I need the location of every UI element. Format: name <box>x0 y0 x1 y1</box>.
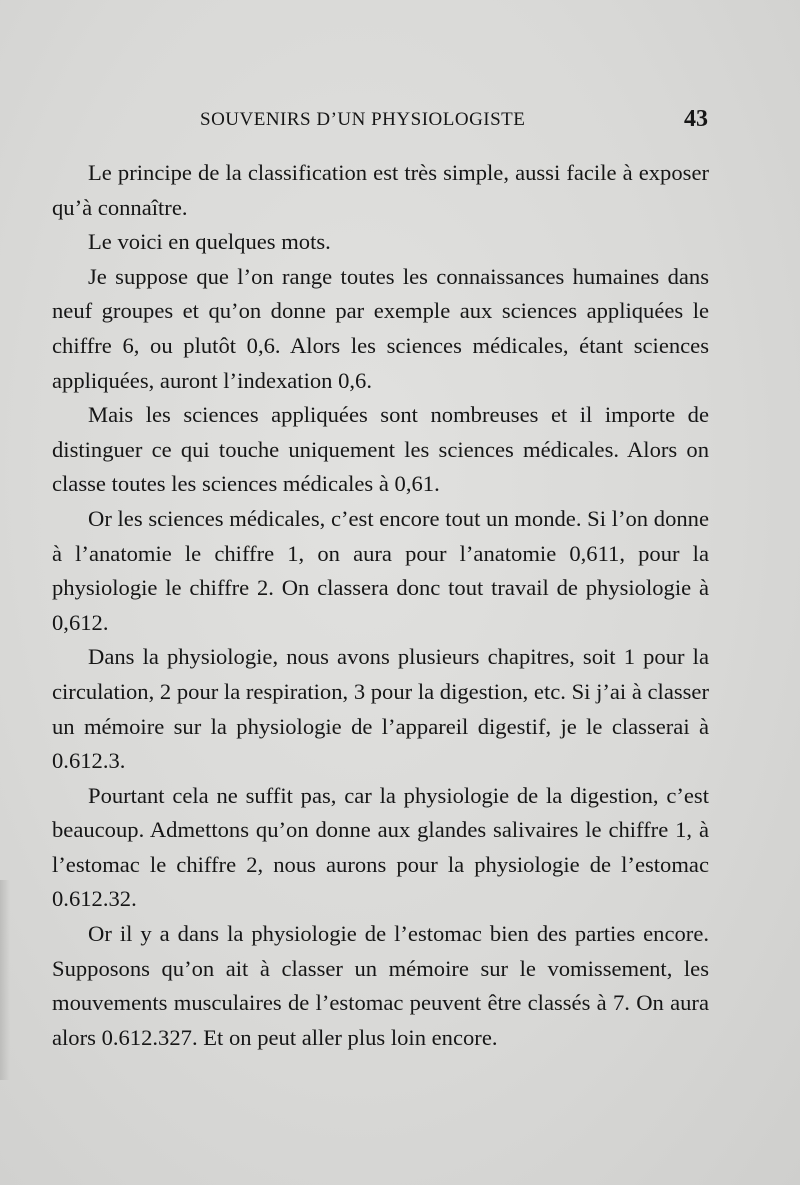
paragraph-stomach: Or il y a dans la physiologie de l’estomac bien des parties encore. Supposons qu’on ait à classer un mémoire sur le vomissement, les mouvements musculaires de l’estomac peuvent être classés à 7. On aura alors 0.612.327. Et on peut aller plus loin encore. <box>52 921 709 1050</box>
running-head-title: SOUVENIRS D’UN PHYSIOLOGISTE <box>200 109 526 130</box>
body-text <box>52 156 709 1055</box>
paragraph-digestion: Pourtant cela ne suffit pas, car la physiologie de la digestion, c’est beaucoup. Admettons qu’on donne aux glandes salivaires le chiffre 1, à l’estomac le chiffre 2, nous aurons pour la physiologie de l’estomac 0.612.32. <box>52 782 709 912</box>
paragraph-nine-groups: Je suppose que l’on range toutes les connaissances humaines dans neuf groupes et qu’on donne par exemple aux sciences appliquées le chiffre 6, ou plutôt 0,6. Alors les sciences médicales, étant sciences appliquées, auront l’indexation 0,6. <box>52 263 709 393</box>
paragraph-few-words: Le voici en quelques mots. <box>88 229 331 255</box>
paragraph-physiology-chapters: Dans la physiologie, nous avons plusieurs chapitres, soit 1 pour la circulation, 2 pour la respiration, 3 pour la digestion, etc. Si j’ai à classer un mémoire sur la physiologie de l’appareil digestif, je le classerai à 0.612.3. <box>52 644 709 774</box>
paragraph-medical-sciences: Mais les sciences appliquées sont nombreuses et il importe de distinguer ce qui touche uniquement les sciences médicales. Alors on classe toutes les sciences médicales à 0,61. <box>52 402 709 497</box>
paragraph-classification-principle: Le principe de la classification est très simple, aussi facile à exposer qu’à connaître. <box>52 160 709 220</box>
page-number: 43 <box>684 106 708 132</box>
paragraph-anatomy-physiology: Or les sciences médicales, c’est encore tout un monde. Si l’on donne à l’anatomie le chiffre 1, on aura pour l’anatomie 0,611, pour la physiologie le chiffre 2. On classera donc tout travail de physiologie à 0,612. <box>52 505 709 635</box>
running-head <box>52 106 708 136</box>
page-edge-shadow <box>0 880 10 1080</box>
